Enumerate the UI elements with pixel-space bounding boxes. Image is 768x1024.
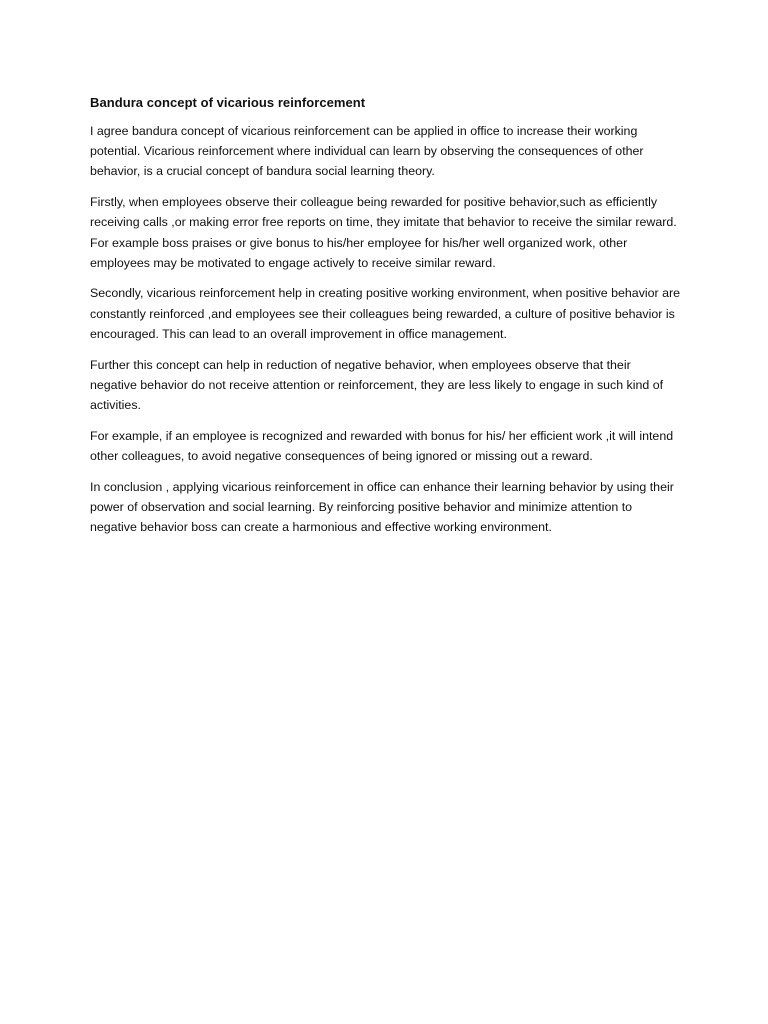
paragraph-conclusion: In conclusion , applying vicarious reinforcement in office can enhance their learning behavior by using their power of observation and social learning. By reinforcing positive behavior and minimize attention to negative behavior boss can create a harmonious and effective working environment. [90,479,674,534]
paragraph-further: Further this concept can help in reduction of negative behavior, when employees observe that their negative behavior do not receive attention or reinforcement, they are less likely to engage in such kind of activities. [90,357,664,412]
paragraph-intro: I agree bandura concept of vicarious reinforcement can be applied in office to increase their working potential. Vicarious reinforcement where individual can learn by observing the consequences of other behavior, is a crucial concept of bandura social learning theory. [90,124,644,179]
document-body [90,93,680,548]
paragraph-secondly: Secondly, vicarious reinforcement help in creating positive working environment, when positive behavior are constantly reinforced ,and employees see their colleagues being rewarded, a culture of positive behavior is encouraged. This can lead to an overall improvement in office management. [90,286,681,341]
paragraph-example: For example, if an employee is recognized and rewarded with bonus for his/ her efficient work ,it will intend other colleagues, to avoid negative consequences of being ignored or missing out a reward. [90,428,674,463]
paragraph-firstly: Firstly, when employees observe their colleague being rewarded for positive behavior,such as efficiently receiving calls ,or making error free reports on time, they imitate that behavior to receive the similar reward. For example boss praises or give bonus to his/her employee for his/her well organized work, other employees may be motivated to engage actively to receive similar reward. [90,195,677,270]
document-title: Bandura concept of vicarious reinforcement [90,95,366,110]
